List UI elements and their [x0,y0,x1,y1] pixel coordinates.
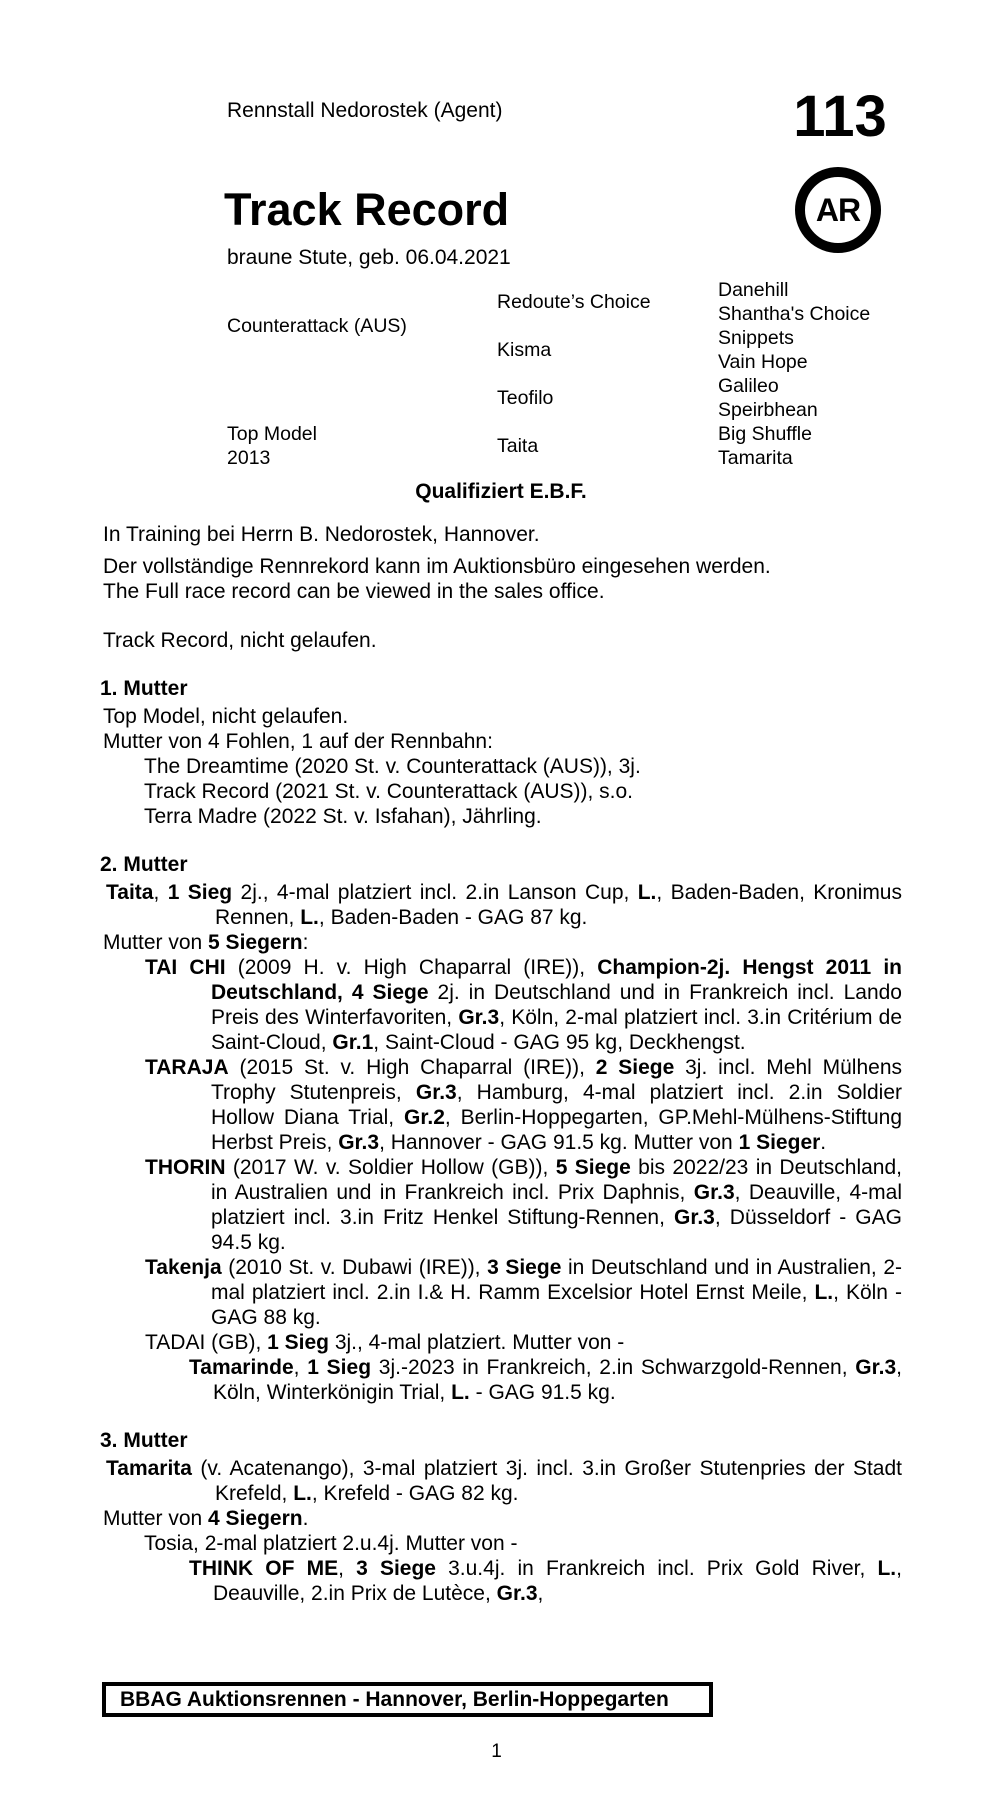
dam-name: Top Model [227,423,317,445]
lot-number: 113 [793,84,887,149]
pedigree-text-line: Track Record (2021 St. v. Counterattack (AUS)), s.o. [144,780,633,803]
pedigree-text-line: Mutter von 4 Fohlen, 1 auf der Rennbahn: [103,730,493,753]
pedigree-text-line: TADAI (GB), 1 Sieg 3j., 4-mal platziert. Mutter von - [145,1331,625,1354]
pedigree-ancestor: Vain Hope [718,351,808,373]
pedigree-text-line: THINK OF ME, 3 Siege 3.u.4j. in Frankreich incl. Prix Gold River, L., Deauville, 2.in Prix de Lutèce, Gr.3, [189,1557,902,1605]
dam-sections [100,676,902,1606]
pedigree-ancestor: Tamarita [718,447,793,469]
training-note: In Training bei Herrn B. Nedorostek, Hannover. [103,523,540,546]
pedigree-text-line: Terra Madre (2022 St. v. Isfahan), Jährling. [144,805,542,828]
pedigree-ancestor: Kisma [497,338,552,361]
pedigree-text-line: Tamarita (v. Acatenango), 3-mal platziert 3j. incl. 3.in Großer Stutenpries der Stadt Krefeld, L., Krefeld - GAG 82 kg. [106,1457,902,1505]
race-record-note-en: The Full race record can be viewed in the sales office. [103,580,605,603]
horse-description: braune Stute, geb. 06.04.2021 [227,246,511,269]
section-heading: 3. Mutter [100,1429,188,1452]
pedigree-text-line: Mutter von 5 Siegern: [103,931,309,954]
dam-section [100,1428,902,1606]
pedigree-ancestor: Shantha's Choice [718,303,871,325]
section-heading: 2. Mutter [100,853,188,876]
pedigree-generation-3 [718,278,870,477]
pedigree-text-line: THORIN (2017 W. v. Soldier Hollow (GB)), 5 Siege bis 2022/23 in Deutschland, in Australien und in Frankreich incl. Prix Daphnis, Gr.3, Deauville, 4-mal platziert incl. 3.in Fritz Henkel Stiftung-Rennen, Gr.3, Düsseldorf - GAG 94.5 kg. [145,1156,903,1254]
section-blocks [100,704,902,829]
consignor-name: Rennstall Nedorostek (Agent) [227,99,503,122]
pedigree-ancestor: Teofilo [497,386,554,409]
dam-section [100,676,902,829]
pedigree-ancestor: Danehill [718,279,789,301]
pedigree-text-line: TAI CHI (2009 H. v. High Chaparral (IRE)), Champion-2j. Hengst 2011 in Deutschland, 4 Siege 2j. in Deutschland und in Frankreich incl. Lando Preis des Winterfavoriten, Gr.3, Köln, 2-mal platziert incl. 3.in Critérium de Saint-Cloud, Gr.1, Saint-Cloud - GAG 95 kg, Deckhengst. [145,956,902,1054]
page-number: 1 [491,1741,502,1762]
race-status: Track Record, nicht gelaufen. [103,629,377,652]
section-blocks [100,880,902,1405]
pedigree-generation-1 [227,278,497,477]
pedigree-text-line: Top Model, nicht gelaufen. [103,705,349,728]
dam-year: 2013 [227,447,271,469]
horse-name: Track Record [224,184,510,235]
pedigree-generation-2 [497,278,718,477]
section-blocks [100,1456,902,1606]
sire-name: Counterattack (AUS) [227,314,407,337]
pedigree-text-line: TARAJA (2015 St. v. High Chaparral (IRE)), 2 Siege 3j. incl. Mehl Mülhens Trophy Stutenpreis, Gr.3, Hamburg, 4-mal platziert incl. 2.in Soldier Hollow Diana Trial, Gr.2, Berlin-Hoppegarten, GP.Mehl-Mülhens-Stiftung Herbst Preis, Gr.3, Hannover - GAG 91.5 kg. Mutter von 1 Sieger. [145,1056,902,1154]
pedigree-ancestor: Big Shuffle [718,423,812,445]
pedigree-text-line: The Dreamtime (2020 St. v. Counterattack (AUS)), 3j. [144,755,641,778]
dam-section [100,852,902,1405]
pedigree-ancestor: Snippets [718,327,794,349]
auction-race-box [102,1682,713,1717]
catalogue-body [100,522,902,1606]
pedigree-text-line: Takenja (2010 St. v. Dubawi (IRE)), 3 Siege in Deutschland und in Australien, 2-mal platziert incl. 2.in I.& H. Ramm Excelsior Hotel Ernst Meile, L., Köln - GAG 88 kg. [145,1256,902,1329]
auction-race-label: BBAG Auktionsrennen - Hannover, Berlin-Hoppegarten [120,1687,669,1711]
pedigree-text-line: Tamarinde, 1 Sieg 3j.-2023 in Frankreich, 2.in Schwarzgold-Rennen, Gr.3, Köln, Winterkönigin Trial, L. - GAG 91.5 kg. [189,1356,902,1404]
dam-cell [227,374,497,477]
pedigree-text-line: Tosia, 2-mal platziert 2.u.4j. Mutter von - [144,1532,518,1555]
pedigree-ancestor: Redoute’s Choice [497,290,651,313]
qualification-note: Qualifiziert E.B.F. [415,480,587,503]
race-record-note-de: Der vollständige Rennrekord kann im Auktionsbüro eingesehen werden. [103,555,771,578]
pedigree-text-line: Taita, 1 Sieg 2j., 4-mal platziert incl. 2.in Lanson Cup, L., Baden-Baden, Kronimus Rennen, L., Baden-Baden - GAG 87 kg. [106,881,902,929]
pedigree-ancestor: Taita [497,434,539,457]
section-heading: 1. Mutter [100,677,188,700]
pedigree-ancestor: Speirbhean [718,399,818,421]
pedigree-text-line: Mutter von 4 Siegern. [103,1507,309,1530]
ar-badge [795,167,881,253]
pedigree-table [227,278,870,477]
pedigree-ancestor: Galileo [718,375,779,397]
ar-badge-label: AR [815,191,861,228]
